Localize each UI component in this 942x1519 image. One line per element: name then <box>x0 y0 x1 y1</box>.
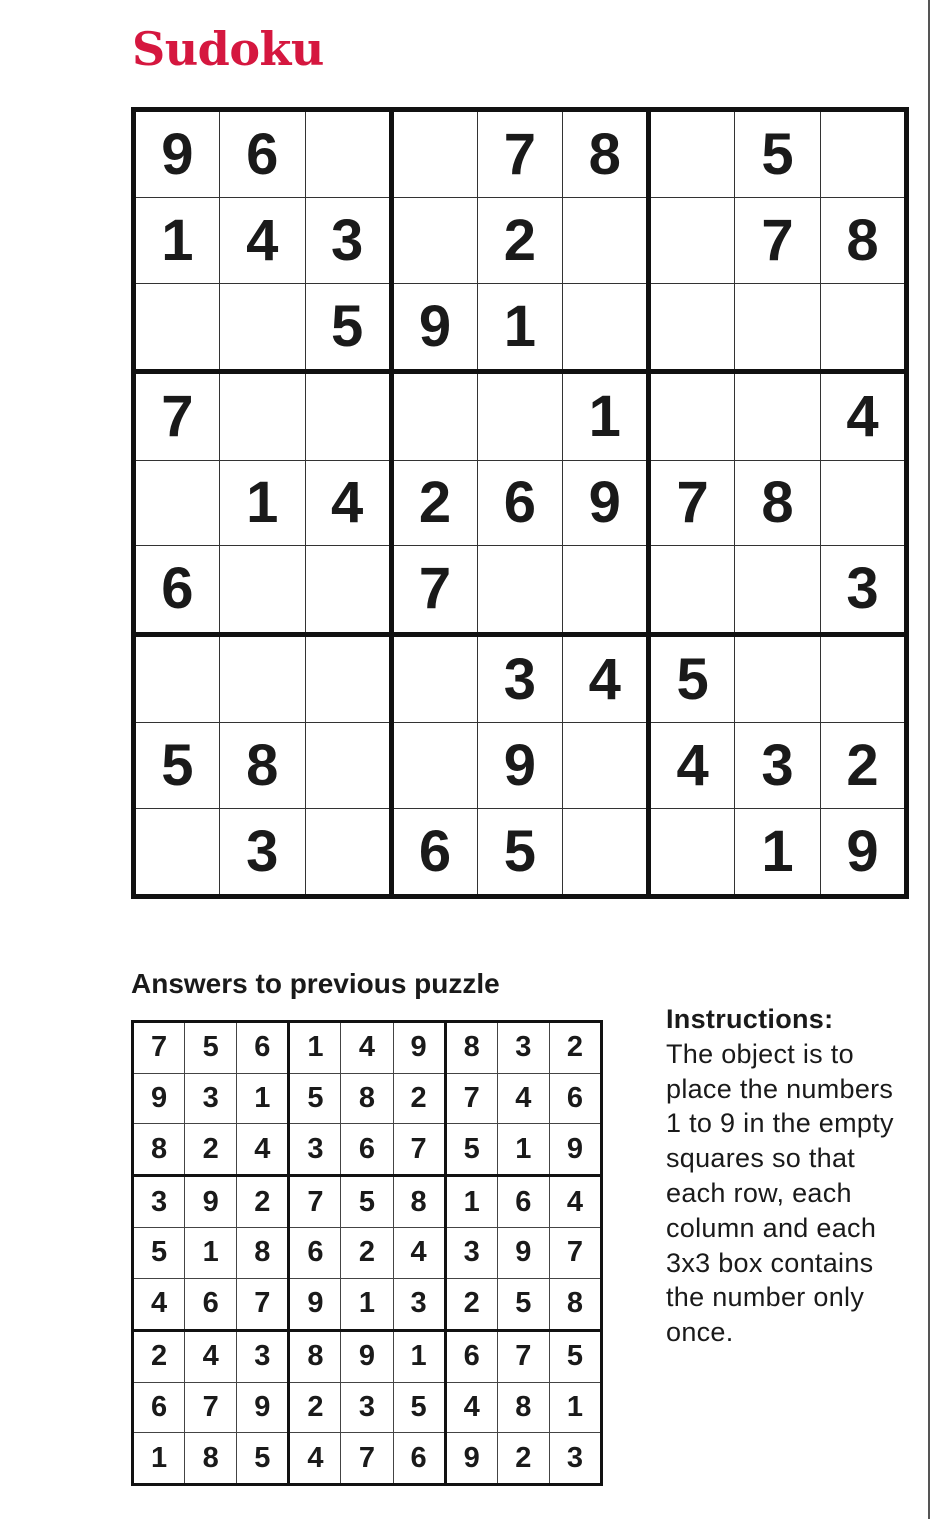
answer-cell: 1 <box>549 1382 601 1432</box>
answer-cell: 6 <box>393 1433 445 1485</box>
puzzle-cell-empty[interactable] <box>563 284 649 372</box>
puzzle-cell-empty[interactable] <box>821 460 907 546</box>
instructions-heading: Instructions: <box>666 1004 834 1034</box>
puzzle-cell: 7 <box>649 460 735 546</box>
answer-cell: 2 <box>393 1073 445 1123</box>
puzzle-cell-row <box>134 460 907 546</box>
answer-cell: 1 <box>393 1330 445 1382</box>
answer-cell: 8 <box>497 1382 549 1432</box>
answer-cell: 6 <box>133 1382 185 1432</box>
answer-cell-row <box>133 1176 602 1228</box>
answer-cell-row <box>133 1022 602 1074</box>
answer-cell: 9 <box>341 1330 393 1382</box>
puzzle-cell-empty[interactable] <box>219 284 305 372</box>
answer-cell: 3 <box>341 1382 393 1432</box>
answer-cell: 2 <box>549 1022 601 1074</box>
answer-cell: 2 <box>445 1278 497 1330</box>
answer-cell: 1 <box>237 1073 289 1123</box>
puzzle-cell-empty[interactable] <box>649 546 735 634</box>
answer-cell: 9 <box>497 1228 549 1278</box>
answer-cell-row <box>133 1278 602 1330</box>
answer-cell-row <box>133 1382 602 1432</box>
puzzle-cell-empty[interactable] <box>391 198 477 284</box>
answer-cell: 7 <box>549 1228 601 1278</box>
answer-cell: 6 <box>237 1022 289 1074</box>
sudoku-puzzle-grid <box>131 107 909 899</box>
answer-cell: 8 <box>133 1124 185 1176</box>
answer-cell: 5 <box>289 1073 341 1123</box>
answer-cell: 5 <box>341 1176 393 1228</box>
puzzle-cell: 7 <box>735 198 821 284</box>
answer-cell: 7 <box>289 1176 341 1228</box>
puzzle-cell: 3 <box>477 634 563 722</box>
puzzle-cell: 9 <box>563 460 649 546</box>
puzzle-cell-empty[interactable] <box>305 808 391 896</box>
answer-cell: 3 <box>549 1433 601 1485</box>
puzzle-cell-empty[interactable] <box>391 722 477 808</box>
puzzle-cell-empty[interactable] <box>477 546 563 634</box>
answer-cell: 2 <box>289 1382 341 1432</box>
answer-cell: 4 <box>289 1433 341 1485</box>
puzzle-cell: 2 <box>391 460 477 546</box>
puzzle-cell-empty[interactable] <box>305 110 391 198</box>
page-title: Sudoku <box>132 22 324 76</box>
answer-cell: 5 <box>237 1433 289 1485</box>
answer-cell: 8 <box>185 1433 237 1485</box>
puzzle-cell: 8 <box>563 110 649 198</box>
puzzle-cell-empty[interactable] <box>219 372 305 460</box>
puzzle-cell: 5 <box>477 808 563 896</box>
puzzle-cell-empty[interactable] <box>219 546 305 634</box>
answer-cell: 2 <box>341 1228 393 1278</box>
puzzle-cell: 1 <box>134 198 220 284</box>
puzzle-cell-empty[interactable] <box>134 634 220 722</box>
puzzle-cell-row <box>134 284 907 372</box>
puzzle-cell: 1 <box>477 284 563 372</box>
answer-cell: 9 <box>289 1278 341 1330</box>
answer-cell: 2 <box>185 1124 237 1176</box>
answer-cell: 6 <box>445 1330 497 1382</box>
sudoku-answer-grid <box>131 1020 603 1486</box>
answer-cell: 3 <box>133 1176 185 1228</box>
puzzle-cell: 1 <box>735 808 821 896</box>
puzzle-cell: 8 <box>821 198 907 284</box>
answer-cell: 1 <box>445 1176 497 1228</box>
puzzle-cell-empty[interactable] <box>735 546 821 634</box>
puzzle-cell: 3 <box>821 546 907 634</box>
answer-cell: 4 <box>237 1124 289 1176</box>
answer-cell: 7 <box>133 1022 185 1074</box>
puzzle-cell: 4 <box>821 372 907 460</box>
answer-cell: 5 <box>393 1382 445 1432</box>
puzzle-cell-empty[interactable] <box>821 284 907 372</box>
puzzle-cell-empty[interactable] <box>735 372 821 460</box>
puzzle-cell-empty[interactable] <box>563 722 649 808</box>
answer-cell: 6 <box>497 1176 549 1228</box>
puzzle-cell-row <box>134 634 907 722</box>
answer-cell: 2 <box>497 1433 549 1485</box>
puzzle-cell-empty[interactable] <box>134 460 220 546</box>
page-edge-divider <box>928 0 930 1519</box>
answer-cell: 5 <box>185 1022 237 1074</box>
instructions-text: The object is to place the numbers 1 to 9 in the empty squares so that each row, each column and each 3x3 box contains the number only once. <box>666 1038 894 1348</box>
puzzle-cell-empty[interactable] <box>821 110 907 198</box>
puzzle-cell-row <box>134 546 907 634</box>
answer-cell: 1 <box>341 1278 393 1330</box>
answer-cell-row <box>133 1073 602 1123</box>
answer-cell: 7 <box>185 1382 237 1432</box>
answer-cell: 8 <box>237 1228 289 1278</box>
puzzle-cell-empty[interactable] <box>134 284 220 372</box>
answer-cell-row <box>133 1124 602 1176</box>
answer-cell: 6 <box>341 1124 393 1176</box>
puzzle-cell: 4 <box>305 460 391 546</box>
puzzle-cell: 3 <box>305 198 391 284</box>
answer-cell: 3 <box>393 1278 445 1330</box>
answer-cell: 9 <box>133 1073 185 1123</box>
answer-cell: 7 <box>497 1330 549 1382</box>
puzzle-cell-empty[interactable] <box>563 546 649 634</box>
puzzle-cell: 9 <box>821 808 907 896</box>
puzzle-cell-empty[interactable] <box>649 110 735 198</box>
answer-cell: 7 <box>237 1278 289 1330</box>
answer-cell: 2 <box>133 1330 185 1382</box>
answer-cell: 4 <box>185 1330 237 1382</box>
answer-cell: 5 <box>445 1124 497 1176</box>
answer-cell: 8 <box>393 1176 445 1228</box>
puzzle-cell-empty[interactable] <box>649 284 735 372</box>
puzzle-cell: 1 <box>219 460 305 546</box>
puzzle-cell: 6 <box>477 460 563 546</box>
answer-cell: 6 <box>289 1228 341 1278</box>
puzzle-cell-row <box>134 808 907 896</box>
answer-cell: 9 <box>445 1433 497 1485</box>
answer-cell: 4 <box>393 1228 445 1278</box>
answer-cell: 5 <box>133 1228 185 1278</box>
puzzle-cell: 5 <box>134 722 220 808</box>
answer-cell: 8 <box>445 1022 497 1074</box>
puzzle-cell-empty[interactable] <box>821 634 907 722</box>
puzzle-cell: 9 <box>134 110 220 198</box>
puzzle-cell: 3 <box>735 722 821 808</box>
answer-cell: 9 <box>393 1022 445 1074</box>
puzzle-cell: 5 <box>305 284 391 372</box>
puzzle-cell-empty[interactable] <box>219 634 305 722</box>
puzzle-cell: 6 <box>134 546 220 634</box>
answer-cell-row <box>133 1433 602 1485</box>
answer-cell: 5 <box>497 1278 549 1330</box>
puzzle-cell-row <box>134 722 907 808</box>
puzzle-cell: 7 <box>134 372 220 460</box>
answer-cell: 8 <box>341 1073 393 1123</box>
puzzle-cell: 8 <box>219 722 305 808</box>
puzzle-cell: 2 <box>821 722 907 808</box>
answer-cell: 7 <box>445 1073 497 1123</box>
answer-cell: 3 <box>185 1073 237 1123</box>
puzzle-cell-row <box>134 372 907 460</box>
puzzle-cell-row <box>134 110 907 198</box>
puzzle-cell: 3 <box>219 808 305 896</box>
puzzle-cell: 2 <box>477 198 563 284</box>
puzzle-cell: 5 <box>735 110 821 198</box>
answer-cell: 4 <box>445 1382 497 1432</box>
puzzle-cell: 1 <box>563 372 649 460</box>
answer-cell: 4 <box>341 1022 393 1074</box>
puzzle-cell-empty[interactable] <box>391 634 477 722</box>
puzzle-cell: 9 <box>477 722 563 808</box>
puzzle-cell: 4 <box>563 634 649 722</box>
answer-cell: 9 <box>237 1382 289 1432</box>
instructions-panel <box>666 1002 916 1350</box>
puzzle-cell: 6 <box>219 110 305 198</box>
puzzle-cell-empty[interactable] <box>305 372 391 460</box>
answer-cell: 4 <box>133 1278 185 1330</box>
answer-cell: 1 <box>497 1124 549 1176</box>
answer-cell: 9 <box>549 1124 601 1176</box>
answers-heading: Answers to previous puzzle <box>131 968 500 999</box>
puzzle-cell: 5 <box>649 634 735 722</box>
answer-cell: 9 <box>185 1176 237 1228</box>
puzzle-cell: 4 <box>649 722 735 808</box>
puzzle-cell: 8 <box>735 460 821 546</box>
answer-cell: 1 <box>289 1022 341 1074</box>
puzzle-cell-empty[interactable] <box>649 198 735 284</box>
puzzle-cell-empty[interactable] <box>305 722 391 808</box>
puzzle-cell-empty[interactable] <box>134 808 220 896</box>
puzzle-cell: 7 <box>391 546 477 634</box>
puzzle-cell-row <box>134 198 907 284</box>
puzzle-cell-empty[interactable] <box>391 372 477 460</box>
answer-cell: 8 <box>549 1278 601 1330</box>
puzzle-cell-empty[interactable] <box>649 372 735 460</box>
puzzle-cell: 6 <box>391 808 477 896</box>
puzzle-cell-empty[interactable] <box>735 634 821 722</box>
answer-cell: 6 <box>549 1073 601 1123</box>
answer-cell: 4 <box>549 1176 601 1228</box>
puzzle-cell-empty[interactable] <box>391 110 477 198</box>
puzzle-cell-empty[interactable] <box>563 808 649 896</box>
answer-cell: 3 <box>237 1330 289 1382</box>
answer-cell: 8 <box>289 1330 341 1382</box>
answer-cell: 2 <box>237 1176 289 1228</box>
answer-cell: 3 <box>445 1228 497 1278</box>
answer-cell: 3 <box>289 1124 341 1176</box>
answer-cell: 1 <box>185 1228 237 1278</box>
puzzle-cell: 7 <box>477 110 563 198</box>
answer-cell: 1 <box>133 1433 185 1485</box>
answer-cell: 5 <box>549 1330 601 1382</box>
answer-cell: 4 <box>497 1073 549 1123</box>
answer-cell: 3 <box>497 1022 549 1074</box>
puzzle-cell-empty[interactable] <box>305 634 391 722</box>
puzzle-cell-empty[interactable] <box>563 198 649 284</box>
puzzle-cell-empty[interactable] <box>305 546 391 634</box>
answer-cell-row <box>133 1228 602 1278</box>
puzzle-cell-empty[interactable] <box>735 284 821 372</box>
puzzle-cell: 4 <box>219 198 305 284</box>
answer-cell-row <box>133 1330 602 1382</box>
answer-cell: 6 <box>185 1278 237 1330</box>
answer-cell: 7 <box>341 1433 393 1485</box>
puzzle-cell-empty[interactable] <box>649 808 735 896</box>
answer-cell: 7 <box>393 1124 445 1176</box>
puzzle-cell-empty[interactable] <box>477 372 563 460</box>
puzzle-cell: 9 <box>391 284 477 372</box>
